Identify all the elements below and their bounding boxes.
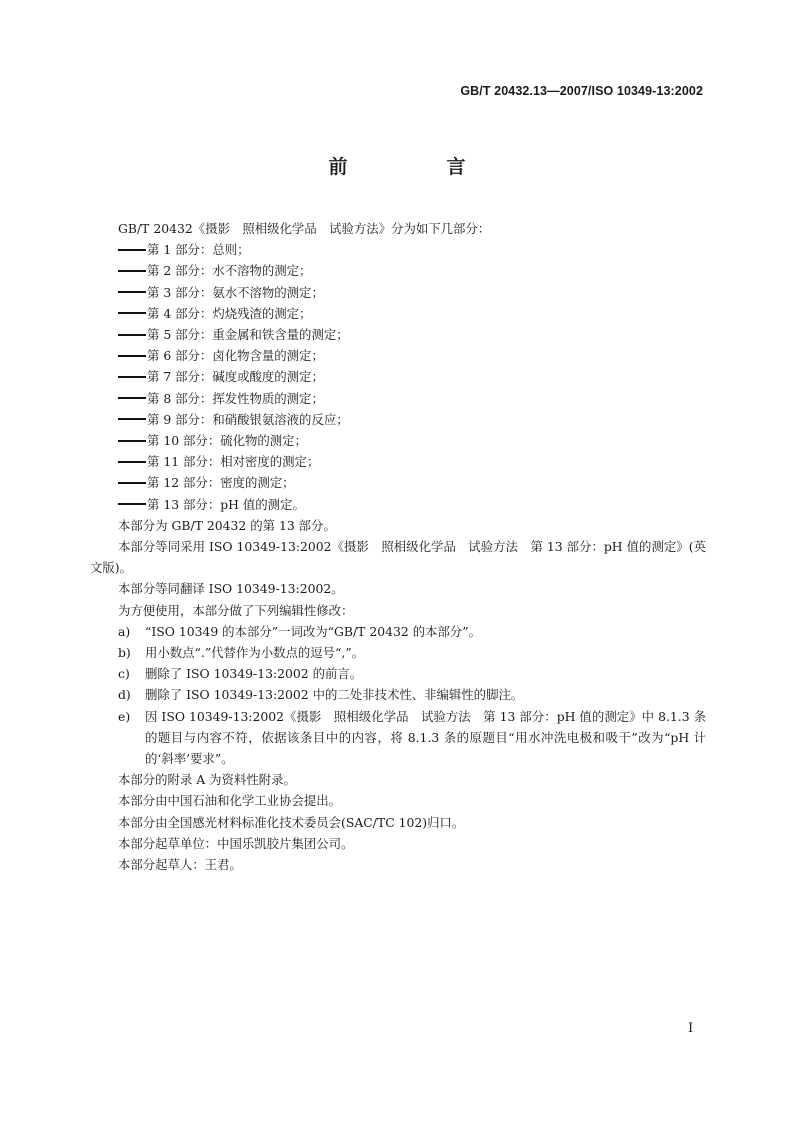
part-item: 第 13 部分：pH 值的测定。: [90, 494, 706, 515]
part-item: 第 9 部分：和硝酸银氨溶液的反应；: [90, 409, 706, 430]
part-item: 第 3 部分：氨水不溶物的测定；: [90, 282, 706, 303]
em-dash: [118, 334, 146, 336]
modification-item: c) 删除了 ISO 10349-13:2002 的前言。: [90, 663, 706, 684]
paragraph: 本部分等同翻译 ISO 10349-13:2002。: [118, 581, 344, 597]
em-dash: [118, 440, 146, 442]
paragraph: 本部分为 GB/T 20432 的第 13 部分。: [118, 517, 336, 533]
paragraph: 本部分起草单位：中国乐凯胶片集团公司。: [118, 835, 354, 851]
modification-item: d) 删除了 ISO 10349-13:2002 中的二处非技术性、非编辑性的脚注。: [90, 684, 706, 705]
part-item: 第 8 部分：挥发性物质的测定；: [90, 388, 706, 409]
em-dash: [118, 312, 146, 314]
part-item: 第 6 部分：卤化物含量的测定；: [90, 345, 706, 366]
paragraph: 本部分的附录 A 为资料性附录。: [118, 772, 296, 788]
part-item: 第 1 部分：总则；: [90, 239, 706, 260]
part-item: 第 11 部分：相对密度的测定；: [90, 451, 706, 472]
part-item: 第 12 部分：密度的测定；: [90, 472, 706, 493]
em-dash: [118, 249, 146, 251]
part-item: 第 5 部分：重金属和铁含量的测定；: [90, 324, 706, 345]
modification-item: b) 用小数点“.”代替作为小数点的逗号“,”。: [90, 642, 706, 663]
part-item: 第 4 部分：灼烧残渣的测定；: [90, 303, 706, 324]
em-dash: [118, 503, 146, 505]
em-dash: [118, 461, 146, 463]
page-number: I: [688, 1021, 694, 1036]
parts-list: [90, 239, 706, 515]
em-dash: [118, 270, 146, 272]
intro-paragraph: GB/T 20432《摄影 照相级化学品 试验方法》分为如下几部分：: [118, 221, 491, 236]
part-item: 第 7 部分：碱度或酸度的测定；: [90, 366, 706, 387]
paragraph: 本部分等同采用 ISO 10349-13:2002《摄影 照相级化学品 试验方法 第 13 部分：pH 值的测定》(英文版)。: [90, 539, 706, 576]
em-dash: [118, 482, 146, 484]
standard-code-header: GB/T 20432.13—2007/ISO 10349-13:2002: [460, 84, 703, 98]
item-label: b): [118, 645, 131, 661]
item-label: a): [118, 623, 131, 639]
modification-item: a) “ISO 10349 的本部分”一词改为“GB/T 20432 的本部分”。: [90, 621, 706, 642]
paragraph: 本部分起草人：王君。: [118, 857, 242, 873]
em-dash: [118, 397, 146, 399]
paragraph: 本部分由中国石油和化学工业协会提出。: [118, 793, 342, 809]
part-item: 第 2 部分：水不溶物的测定；: [90, 260, 706, 281]
em-dash: [118, 418, 146, 420]
foreword-body: [90, 218, 706, 875]
modifications-list: [90, 621, 706, 769]
item-label: d): [118, 687, 131, 703]
item-label: c): [118, 666, 130, 682]
page-title: 前 言: [328, 156, 506, 178]
paragraph: 本部分由全国感光材料标准化技术委员会(SAC/TC 102)归口。: [118, 814, 465, 830]
em-dash: [118, 376, 146, 378]
part-item: 第 10 部分：硫化物的测定；: [90, 430, 706, 451]
modification-item: e) 因 ISO 10349-13:2002《摄影 照相级化学品 试验方法 第 13 部分：pH 值的测定》中 8.1.3 条的题目与内容不符，依据该条目中的内容，将 8.1.3 条的原题目“用水冲洗电极和吸干”改为“pH 计的‘斜率’要求”。: [90, 706, 706, 770]
item-label: e): [118, 708, 131, 724]
em-dash: [118, 291, 146, 293]
paragraph: 为方便使用，本部分做了下列编辑性修改：: [118, 602, 354, 618]
em-dash: [118, 355, 146, 357]
